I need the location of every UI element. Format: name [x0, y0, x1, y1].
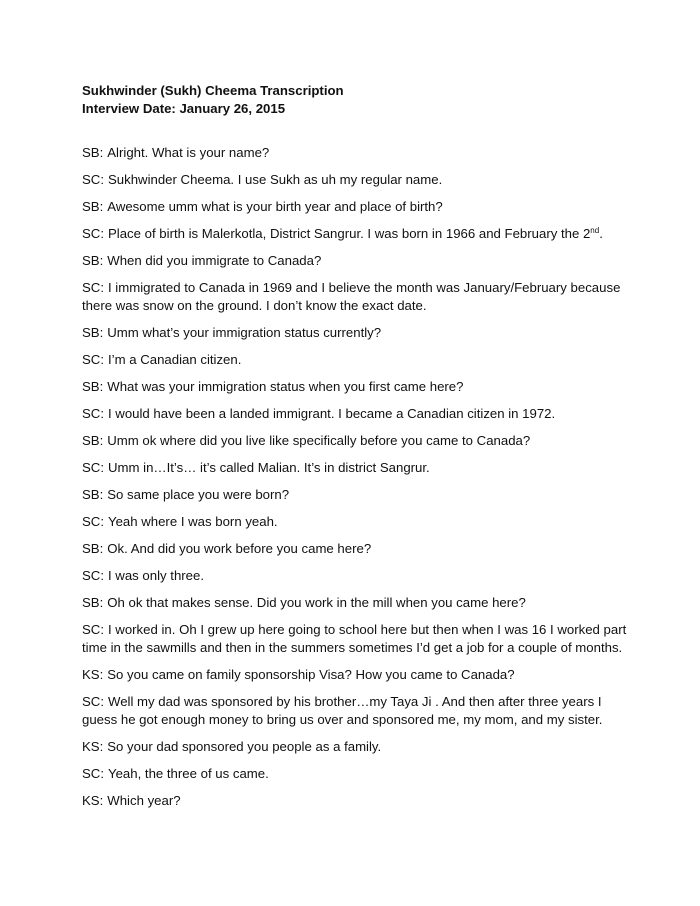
speaker-label: SB:: [82, 325, 104, 340]
speaker-label: KS:: [82, 739, 104, 754]
utterance-text: Ok. And did you work before you came here?: [107, 541, 372, 556]
transcript-line: [82, 144, 630, 162]
utterance-tail: .: [599, 226, 603, 241]
speaker-label: SC:: [82, 460, 104, 475]
transcript-line: [82, 279, 630, 315]
speaker-label: SB:: [82, 253, 104, 268]
document-title: Sukhwinder (Sukh) Cheema Transcription: [82, 83, 344, 98]
utterance-text: I would have been a landed immigrant. I became a Canadian citizen in 1972.: [107, 406, 556, 421]
transcript-line: [82, 405, 630, 423]
utterance-text: So you came on family sponsorship Visa? How you came to Canada?: [107, 667, 515, 682]
transcript-line: [82, 567, 630, 585]
utterance-text: Which year?: [107, 793, 181, 808]
speaker-label: SB:: [82, 433, 104, 448]
utterance-text: Umm in…It’s… it’s called Malian. It’s in district Sangrur.: [107, 460, 430, 475]
transcript-line: [82, 621, 630, 657]
utterance-text: When did you immigrate to Canada?: [107, 253, 322, 268]
speaker-label: SB:: [82, 595, 104, 610]
speaker-label: SB:: [82, 145, 104, 160]
speaker-label: SB:: [82, 487, 104, 502]
transcript-line: [82, 171, 630, 189]
speaker-label: SB:: [82, 541, 104, 556]
interview-date: Interview Date: January 26, 2015: [82, 101, 286, 116]
utterance-text: Umm ok where did you live like specifically before you came to Canada?: [107, 433, 531, 448]
transcript-line: [82, 693, 630, 729]
transcript-body: [82, 144, 630, 819]
utterance-text: So your dad sponsored you people as a family.: [107, 739, 382, 754]
utterance-text: So same place you were born?: [107, 487, 290, 502]
utterance-text: Well my dad was sponsored by his brother…my Taya Ji . And then after three years I guess he got enough money to bring us over and sponsored me, my mom, and my sister.: [82, 694, 603, 727]
transcript-line: [82, 738, 630, 756]
utterance-text: I was only three.: [107, 568, 205, 583]
transcript-line: [82, 378, 630, 396]
utterance-text: I’m a Canadian citizen.: [107, 352, 242, 367]
utterance-text: I worked in. Oh I grew up here going to school here but then when I was 16 I worked part time in the sawmills and then in the summers sometimes I’d get a job for a couple of months.: [82, 622, 627, 655]
speaker-label: SC:: [82, 568, 104, 583]
utterance-text: Awesome umm what is your birth year and place of birth?: [107, 199, 443, 214]
speaker-label: SC:: [82, 226, 104, 241]
ordinal-suffix: nd: [590, 226, 600, 235]
utterance-text: What was your immigration status when you first came here?: [107, 379, 464, 394]
transcript-line: [82, 594, 630, 612]
speaker-label: SC:: [82, 352, 104, 367]
speaker-label: SC:: [82, 694, 104, 709]
speaker-label: SC:: [82, 622, 104, 637]
transcript-line: [82, 666, 630, 684]
transcript-line: [82, 225, 630, 243]
transcript-line: [82, 792, 630, 810]
speaker-label: SC:: [82, 766, 104, 781]
transcript-line: [82, 765, 630, 783]
transcript-line: [82, 513, 630, 531]
transcript-line: [82, 324, 630, 342]
utterance-text: Yeah, the three of us came.: [107, 766, 269, 781]
transcript-line: [82, 486, 630, 504]
utterance-text: Umm what’s your immigration status currently?: [107, 325, 382, 340]
transcript-line: [82, 432, 630, 450]
speaker-label: SC:: [82, 280, 104, 295]
transcript-line: [82, 198, 630, 216]
utterance-text: I immigrated to Canada in 1969 and I believe the month was January/February because there was snow on the ground. I don’t know the exact date.: [82, 280, 621, 313]
utterance-text: Place of birth is Malerkotla, District Sangrur. I was born in 1966 and February the 2: [107, 226, 591, 241]
speaker-label: KS:: [82, 667, 104, 682]
document-header: [82, 82, 642, 118]
utterance-text: Yeah where I was born yeah.: [107, 514, 278, 529]
utterance-text: Oh ok that makes sense. Did you work in the mill when you came here?: [107, 595, 526, 610]
transcript-line: [82, 351, 630, 369]
speaker-label: SC:: [82, 172, 104, 187]
transcript-line: [82, 252, 630, 270]
speaker-label: SB:: [82, 379, 104, 394]
transcript-line: [82, 459, 630, 477]
speaker-label: SB:: [82, 199, 104, 214]
utterance-text: Alright. What is your name?: [107, 145, 270, 160]
transcript-line: [82, 540, 630, 558]
speaker-label: KS:: [82, 793, 104, 808]
speaker-label: SC:: [82, 514, 104, 529]
speaker-label: SC:: [82, 406, 104, 421]
utterance-text: Sukhwinder Cheema. I use Sukh as uh my regular name.: [107, 172, 443, 187]
